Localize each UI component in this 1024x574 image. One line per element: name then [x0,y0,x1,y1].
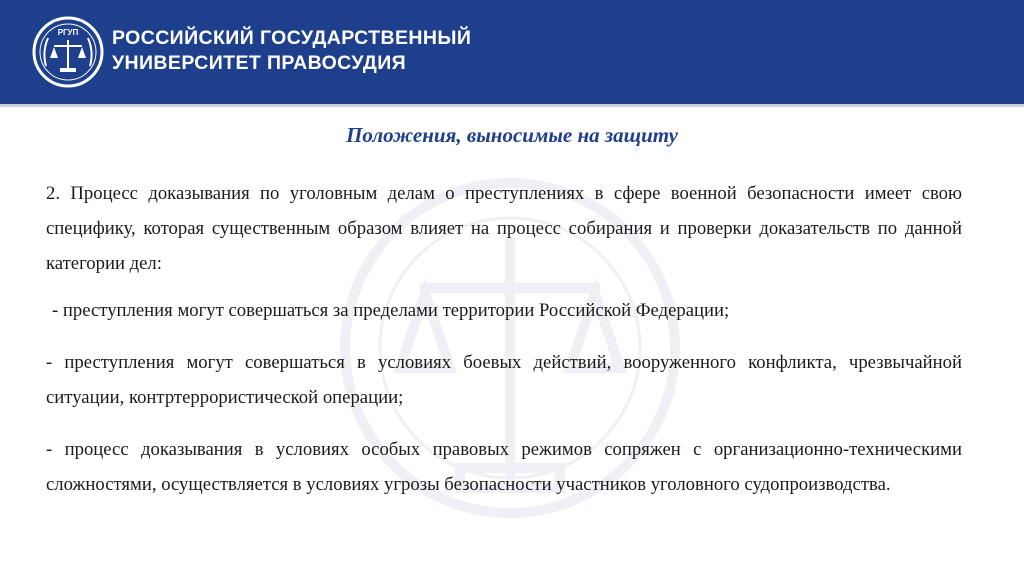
slide-title: Положения, выносимые на защиту [346,123,678,147]
slide-content [46,176,962,502]
organization-name [112,26,471,76]
list-item: - процесс доказывания в условиях особых правовых режимов сопряжен с организационно-техническими сложностями, осуществляется в условиях угрозы безопасности участников уголовного судопроизводства. [46,439,962,495]
paragraph-intro: 2. Процесс доказывания по уголовным делам о преступлениях в сфере военной безопасности имеет свою специфику, которая существенным образом влияет на процесс собирания и проверки доказательств по данной категории дел: [46,183,962,274]
university-logo-icon [32,16,104,88]
org-name-line2: УНИВЕРСИТЕТ ПРАВОСУДИЯ [112,52,407,74]
list-item: - преступления могут совершаться в условиях боевых действий, вооруженного конфликта, чрезвычайной ситуации, контртеррористической операции; [46,352,962,408]
header-bar [0,0,1024,104]
header-divider [0,104,1024,107]
org-name-line1: РОССИЙСКИЙ ГОСУДАРСТВЕННЫЙ [112,27,472,49]
list-item: - преступления могут совершаться за пределами территории Российской Федерации; [52,300,730,321]
logo-text: РГУП [57,28,79,37]
